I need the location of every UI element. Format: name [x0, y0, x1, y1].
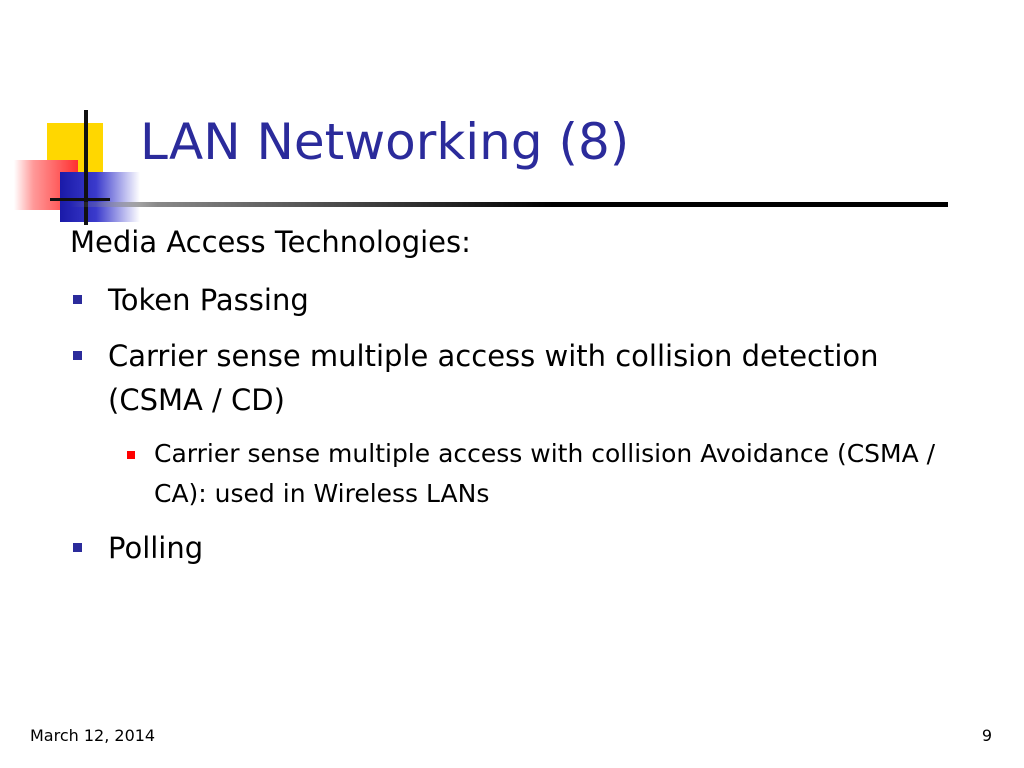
bullet-item	[70, 278, 980, 322]
title-underline	[70, 202, 948, 207]
red-square-bullet-icon	[127, 451, 135, 459]
bullet-item	[70, 334, 980, 422]
square-bullet-icon	[73, 295, 82, 304]
bullet-text: Carrier sense multiple access with collision detection (CSMA / CD)	[108, 339, 879, 417]
bullet-text: Token Passing	[108, 283, 309, 317]
logo-blue-square	[60, 172, 140, 222]
page-number: 9	[981, 726, 992, 745]
bullet-item	[70, 526, 980, 570]
square-bullet-icon	[73, 351, 82, 360]
logo-vertical-line	[84, 110, 88, 225]
footer-date: March 12, 2014	[30, 726, 156, 745]
bullet-text: Polling	[108, 531, 204, 565]
slide-body	[70, 222, 980, 582]
logo-horizontal-line	[50, 198, 110, 201]
corner-logo	[0, 0, 160, 230]
square-bullet-icon	[73, 543, 82, 552]
sub-bullet-item	[70, 434, 980, 514]
slide-title: LAN Networking (8)	[140, 113, 630, 171]
lead-text: Media Access Technologies:	[70, 225, 471, 259]
sub-bullet-text: Carrier sense multiple access with collision Avoidance (CSMA / CA): used in Wireless LANs	[154, 439, 936, 508]
